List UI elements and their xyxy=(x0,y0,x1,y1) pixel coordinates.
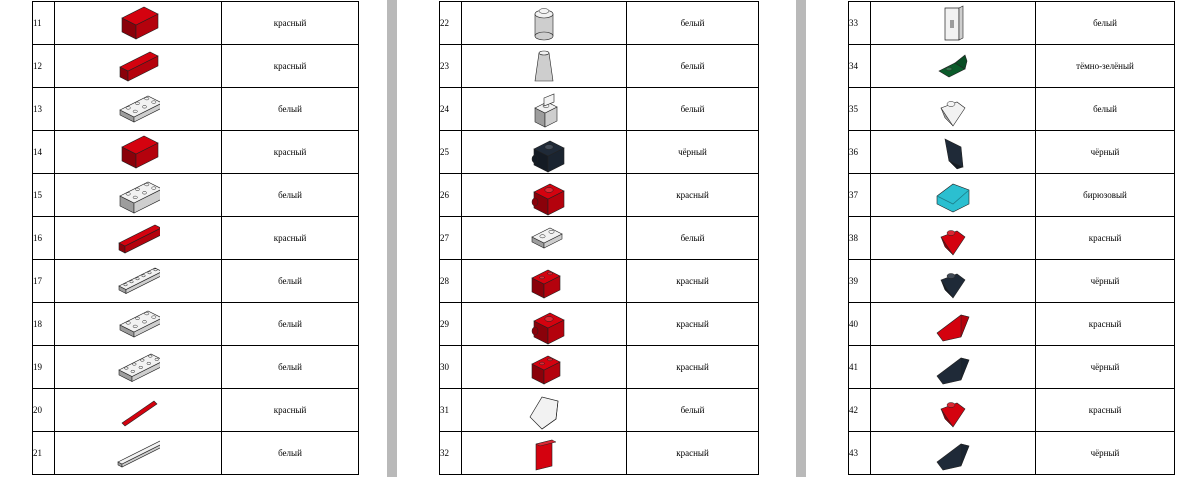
table-row xyxy=(33,260,359,303)
part-image xyxy=(462,346,627,389)
part-image xyxy=(871,260,1036,303)
lego-part-icon xyxy=(522,260,566,302)
part-color: тёмно-зелёный xyxy=(1036,45,1175,88)
part-number: 33 xyxy=(849,2,871,45)
part-color: чёрный xyxy=(1036,432,1175,475)
table-row xyxy=(849,217,1175,260)
lego-part-icon xyxy=(116,217,160,259)
part-color: белый xyxy=(627,2,759,45)
part-number: 13 xyxy=(33,88,55,131)
part-color: красный xyxy=(222,2,359,45)
table-row xyxy=(849,2,1175,45)
part-color: белый xyxy=(222,260,359,303)
part-image xyxy=(871,389,1036,432)
part-number: 30 xyxy=(440,346,462,389)
lego-part-icon xyxy=(522,432,566,474)
part-image xyxy=(55,260,222,303)
part-color: чёрный xyxy=(1036,346,1175,389)
part-image xyxy=(55,217,222,260)
lego-part-icon xyxy=(116,432,160,474)
part-number: 24 xyxy=(440,88,462,131)
table-row xyxy=(440,131,759,174)
part-number: 38 xyxy=(849,217,871,260)
part-number: 34 xyxy=(849,45,871,88)
part-number: 18 xyxy=(33,303,55,346)
part-color: белый xyxy=(222,432,359,475)
lego-part-icon xyxy=(931,174,975,216)
part-number: 26 xyxy=(440,174,462,217)
table-row xyxy=(440,303,759,346)
part-image xyxy=(462,217,627,260)
part-color: белый xyxy=(222,346,359,389)
parts-table xyxy=(32,1,359,475)
part-image xyxy=(871,45,1036,88)
lego-part-icon xyxy=(931,260,975,302)
part-number: 36 xyxy=(849,131,871,174)
part-image xyxy=(871,432,1036,475)
lego-part-icon xyxy=(931,389,975,431)
table-row xyxy=(33,45,359,88)
part-color: белый xyxy=(222,88,359,131)
table-row xyxy=(33,346,359,389)
part-color: красный xyxy=(627,432,759,475)
lego-part-icon xyxy=(931,217,975,259)
table-row xyxy=(33,131,359,174)
part-image xyxy=(55,2,222,45)
lego-part-icon xyxy=(116,2,160,44)
lego-part-icon xyxy=(931,131,975,173)
part-image xyxy=(871,131,1036,174)
lego-part-icon xyxy=(116,88,160,130)
table-row xyxy=(440,88,759,131)
parts-table xyxy=(439,1,759,475)
part-image xyxy=(462,88,627,131)
lego-part-icon xyxy=(931,45,975,87)
table-row xyxy=(849,303,1175,346)
part-image xyxy=(871,88,1036,131)
part-number: 19 xyxy=(33,346,55,389)
part-image xyxy=(462,389,627,432)
part-color: чёрный xyxy=(627,131,759,174)
part-number: 41 xyxy=(849,346,871,389)
lego-part-icon xyxy=(522,303,566,345)
lego-part-icon xyxy=(931,346,975,388)
lego-part-icon xyxy=(522,45,566,87)
table-row xyxy=(33,2,359,45)
table-row xyxy=(440,45,759,88)
part-color: красный xyxy=(1036,303,1175,346)
lego-part-icon xyxy=(522,217,566,259)
lego-part-icon xyxy=(522,174,566,216)
part-image xyxy=(871,174,1036,217)
table-row xyxy=(440,217,759,260)
table-row xyxy=(440,432,759,475)
lego-part-icon xyxy=(931,303,975,345)
part-number: 15 xyxy=(33,174,55,217)
document-page-3 xyxy=(806,0,1200,477)
part-number: 40 xyxy=(849,303,871,346)
document-page-2 xyxy=(397,0,796,477)
part-image xyxy=(462,174,627,217)
part-number: 22 xyxy=(440,2,462,45)
lego-part-icon xyxy=(116,260,160,302)
part-number: 27 xyxy=(440,217,462,260)
part-color: белый xyxy=(222,303,359,346)
part-color: красный xyxy=(627,260,759,303)
part-image xyxy=(462,131,627,174)
part-image xyxy=(871,217,1036,260)
part-number: 12 xyxy=(33,45,55,88)
part-number: 25 xyxy=(440,131,462,174)
part-image xyxy=(462,432,627,475)
table-row xyxy=(33,88,359,131)
part-image xyxy=(55,303,222,346)
lego-part-icon xyxy=(522,131,566,173)
part-image xyxy=(55,45,222,88)
table-row xyxy=(33,174,359,217)
part-image xyxy=(55,174,222,217)
part-image xyxy=(55,389,222,432)
lego-part-icon xyxy=(116,174,160,216)
part-color: белый xyxy=(627,389,759,432)
part-number: 35 xyxy=(849,88,871,131)
part-color: белый xyxy=(222,174,359,217)
lego-part-icon xyxy=(116,45,160,87)
table-row xyxy=(33,217,359,260)
table-row xyxy=(849,260,1175,303)
part-number: 23 xyxy=(440,45,462,88)
table-row xyxy=(33,389,359,432)
part-color: белый xyxy=(627,217,759,260)
part-color: красный xyxy=(1036,389,1175,432)
part-image xyxy=(871,303,1036,346)
lego-part-icon xyxy=(522,88,566,130)
part-color: белый xyxy=(1036,2,1175,45)
part-number: 42 xyxy=(849,389,871,432)
part-color: красный xyxy=(222,389,359,432)
part-number: 14 xyxy=(33,131,55,174)
part-color: белый xyxy=(627,45,759,88)
part-image xyxy=(462,303,627,346)
part-color: красный xyxy=(1036,217,1175,260)
lego-part-icon xyxy=(931,2,975,44)
table-row xyxy=(440,346,759,389)
table-row xyxy=(849,45,1175,88)
lego-part-icon xyxy=(931,432,975,474)
part-color: красный xyxy=(627,174,759,217)
part-image xyxy=(55,346,222,389)
part-number: 37 xyxy=(849,174,871,217)
part-number: 31 xyxy=(440,389,462,432)
lego-part-icon xyxy=(522,389,566,431)
lego-part-icon xyxy=(116,389,160,431)
lego-part-icon xyxy=(522,2,566,44)
table-row xyxy=(849,174,1175,217)
lego-part-icon xyxy=(931,88,975,130)
part-image xyxy=(55,131,222,174)
part-color: чёрный xyxy=(1036,260,1175,303)
table-row xyxy=(849,432,1175,475)
document-page-1 xyxy=(0,0,387,477)
table-row xyxy=(440,389,759,432)
part-number: 43 xyxy=(849,432,871,475)
part-number: 21 xyxy=(33,432,55,475)
part-color: чёрный xyxy=(1036,131,1175,174)
part-image xyxy=(462,45,627,88)
part-number: 29 xyxy=(440,303,462,346)
part-color: красный xyxy=(627,303,759,346)
part-number: 16 xyxy=(33,217,55,260)
part-number: 32 xyxy=(440,432,462,475)
part-color: красный xyxy=(222,131,359,174)
parts-table xyxy=(848,1,1175,475)
part-image xyxy=(871,2,1036,45)
part-image xyxy=(871,346,1036,389)
part-image xyxy=(55,88,222,131)
table-row xyxy=(849,131,1175,174)
part-number: 17 xyxy=(33,260,55,303)
lego-part-icon xyxy=(116,131,160,173)
part-color: бирюзовый xyxy=(1036,174,1175,217)
part-number: 39 xyxy=(849,260,871,303)
part-number: 20 xyxy=(33,389,55,432)
part-color: красный xyxy=(222,217,359,260)
table-row xyxy=(440,2,759,45)
lego-part-icon xyxy=(522,346,566,388)
lego-part-icon xyxy=(116,303,160,345)
part-color: красный xyxy=(222,45,359,88)
part-color: белый xyxy=(627,88,759,131)
part-number: 28 xyxy=(440,260,462,303)
part-image xyxy=(462,2,627,45)
lego-part-icon xyxy=(116,346,160,388)
table-row xyxy=(849,346,1175,389)
table-row xyxy=(33,432,359,475)
table-row xyxy=(849,389,1175,432)
table-row xyxy=(440,260,759,303)
part-image xyxy=(55,432,222,475)
part-color: белый xyxy=(1036,88,1175,131)
part-number: 11 xyxy=(33,2,55,45)
table-row xyxy=(33,303,359,346)
part-color: красный xyxy=(627,346,759,389)
part-image xyxy=(462,260,627,303)
table-row xyxy=(849,88,1175,131)
table-row xyxy=(440,174,759,217)
